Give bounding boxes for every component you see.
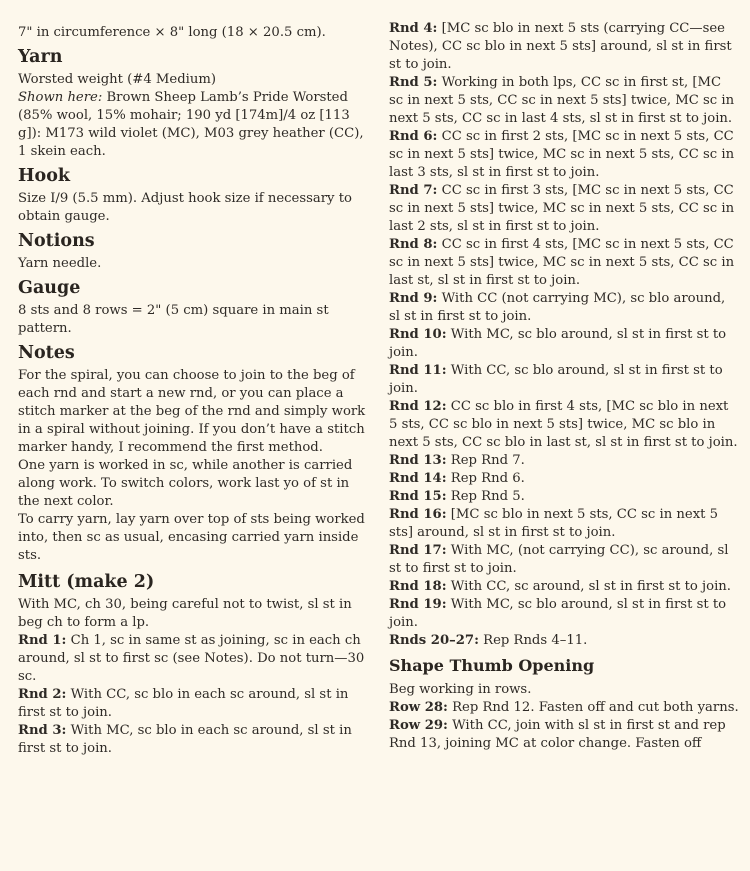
round-label: Rnd 9: (389, 291, 438, 306)
round-instruction (389, 182, 739, 236)
thumb-intro: Beg working in rows. (389, 682, 532, 697)
notes-heading: Notes (18, 343, 75, 363)
round-label: Rnd 10: (389, 327, 447, 342)
left-column (18, 24, 368, 758)
round-text: [MC sc blo in next 5 sts, CC sc in next 5 sts] around, sl st in first st to join. (389, 507, 719, 540)
round-label: Rnd 3: (18, 723, 67, 738)
notes-paragraph: To carry yarn, lay yarn over top of sts being worked into, then sc as usual, encasing carried yarn inside sts. (18, 512, 365, 563)
round-label: Rnd 4: (389, 21, 438, 36)
row-text: Rep Rnd 12. Fasten off and cut both yarns. (447, 700, 739, 715)
round-text: With MC, sc blo around, sl st in first st to join. (389, 327, 727, 360)
round-label: Rnd 7: (389, 183, 438, 198)
round-instruction (389, 20, 739, 74)
mitt-intro: With MC, ch 30, being careful not to twist, sl st in beg ch to form a lp. (18, 597, 352, 630)
round-text: With CC, sc blo around, sl st in first st to join. (389, 363, 723, 396)
round-label: Rnd 14: (389, 471, 447, 486)
yarn-heading: Yarn (18, 47, 63, 67)
round-instruction (389, 578, 739, 596)
row-label: Row 29: (389, 718, 448, 733)
round-label: Rnd 6: (389, 129, 438, 144)
yarn-shown-text: Brown Sheep Lamb’s Pride Worsted (85% wool, 15% mohair; 190 yd [174m]/4 oz [113 g]): M173 wild violet (MC), M03 grey heather (CC), 1 skein each. (18, 90, 364, 159)
round-label: Rnd 2: (18, 687, 67, 702)
round-text: Rep Rnd 7. (446, 453, 525, 468)
round-text: With CC, sc blo in each sc around, sl st in first st to join. (18, 687, 349, 720)
row-instruction (389, 717, 739, 753)
round-instruction (389, 542, 739, 578)
round-instruction (389, 632, 739, 650)
yarn-weight: Worsted weight (#4 Medium) (18, 72, 217, 87)
round-label: Rnd 17: (389, 543, 447, 558)
hook-heading: Hook (18, 166, 71, 186)
row-text: With CC, join with sl st in first st and rep Rnd 13, joining MC at color change. Fasten off (389, 718, 726, 751)
round-text: Ch 1, sc in same st as joining, sc in each ch around, sl st to first sc (see Notes). Do not turn—30 sc. (18, 633, 365, 684)
yarn-shown (18, 89, 368, 161)
round-label: Rnd 11: (389, 363, 447, 378)
hook-text: Size I/9 (5.5 mm). Adjust hook size if necessary to obtain gauge. (18, 191, 352, 224)
round-instruction (389, 488, 739, 506)
round-label: Rnd 12: (389, 399, 447, 414)
round-text: With MC, sc blo in each sc around, sl st in first st to join. (18, 723, 352, 756)
round-text: Rep Rnd 6. (446, 471, 525, 486)
round-text: Rep Rnd 5. (446, 489, 525, 504)
round-text: With MC, sc blo around, sl st in first st to join. (389, 597, 727, 630)
round-text: [MC sc blo in next 5 sts (carrying CC—see Notes), CC sc blo in next 5 sts] around, sl st in first st to join. (389, 21, 732, 72)
round-instruction (389, 74, 739, 128)
gauge-heading: Gauge (18, 278, 81, 298)
gauge-text: 8 sts and 8 rows = 2" (5 cm) square in main st pattern. (18, 303, 329, 336)
row-label: Row 28: (389, 700, 448, 715)
round-label: Rnd 8: (389, 237, 438, 252)
round-label: Rnd 19: (389, 597, 447, 612)
round-instruction (18, 686, 368, 722)
round-text: With MC, (not carrying CC), sc around, sl st to first st to join. (389, 543, 729, 576)
round-text: CC sc in first 3 sts, [MC sc in next 5 sts, CC sc in next 5 sts] twice, MC sc in next 5 sts, CC sc in last 2 sts, sl st in first st to join. (389, 183, 735, 234)
thumb-heading: Shape Thumb Opening (389, 656, 595, 675)
right-column (389, 20, 739, 753)
round-label: Rnd 15: (389, 489, 447, 504)
round-instruction (389, 506, 739, 542)
round-text: CC sc in first 4 sts, [MC sc in next 5 sts, CC sc in next 5 sts] twice, MC sc in next 5 sts, CC sc in last st, sl st in first st to join. (389, 237, 735, 288)
notes-paragraph: For the spiral, you can choose to join to the beg of each rnd and start a new rnd, or you can place a stitch marker at the beg of the rnd and simply work in a spiral without joining. If you don’t have a stitch marker handy, I recommend the first method. (18, 368, 366, 455)
round-instruction (389, 362, 739, 398)
round-instruction (389, 290, 739, 326)
round-label: Rnd 18: (389, 579, 447, 594)
round-text: CC sc blo in first 4 sts, [MC sc blo in next 5 sts, CC sc blo in next 5 sts] twice, MC sc blo in next 5 sts, CC sc blo in last st, sl st in first st to join. (389, 399, 738, 450)
round-instruction (389, 326, 739, 362)
round-text: With CC (not carrying MC), sc blo around, sl st in first st to join. (389, 291, 726, 324)
size-line: 7" in circumference × 8" long (18 × 20.5 cm). (18, 25, 326, 40)
notions-heading: Notions (18, 231, 95, 251)
row-instruction (389, 699, 739, 717)
notes-paragraph: One yarn is worked in sc, while another is carried along work. To switch colors, work last yo of st in the next color. (18, 458, 353, 509)
round-text: Rep Rnds 4–11. (478, 633, 588, 648)
round-text: Working in both lps, CC sc in first st, [MC sc in next 5 sts, CC sc in next 5 sts] twice, MC sc in next 5 sts, CC sc in last 4 sts, sl st in first st to join. (389, 75, 735, 126)
round-label: Rnd 13: (389, 453, 447, 468)
shown-here-label: Shown here: (18, 90, 103, 105)
round-instruction (389, 596, 739, 632)
round-text: CC sc in first 2 sts, [MC sc in next 5 sts, CC sc in next 5 sts] twice, MC sc in next 5 sts, CC sc in last 3 sts, sl st in first st to join. (389, 129, 735, 180)
round-instruction (389, 236, 739, 290)
round-instruction (389, 398, 739, 452)
round-instruction (389, 470, 739, 488)
round-label: Rnd 16: (389, 507, 447, 522)
round-instruction (18, 722, 368, 758)
round-text: With CC, sc around, sl st in first st to join. (446, 579, 731, 594)
notions-text: Yarn needle. (18, 256, 102, 271)
round-instruction (389, 452, 739, 470)
round-label: Rnd 1: (18, 633, 67, 648)
round-instruction (18, 632, 368, 686)
round-label: Rnds 20–27: (389, 633, 479, 648)
mitt-heading: Mitt (make 2) (18, 572, 155, 592)
round-instruction (389, 128, 739, 182)
round-label: Rnd 5: (389, 75, 438, 90)
